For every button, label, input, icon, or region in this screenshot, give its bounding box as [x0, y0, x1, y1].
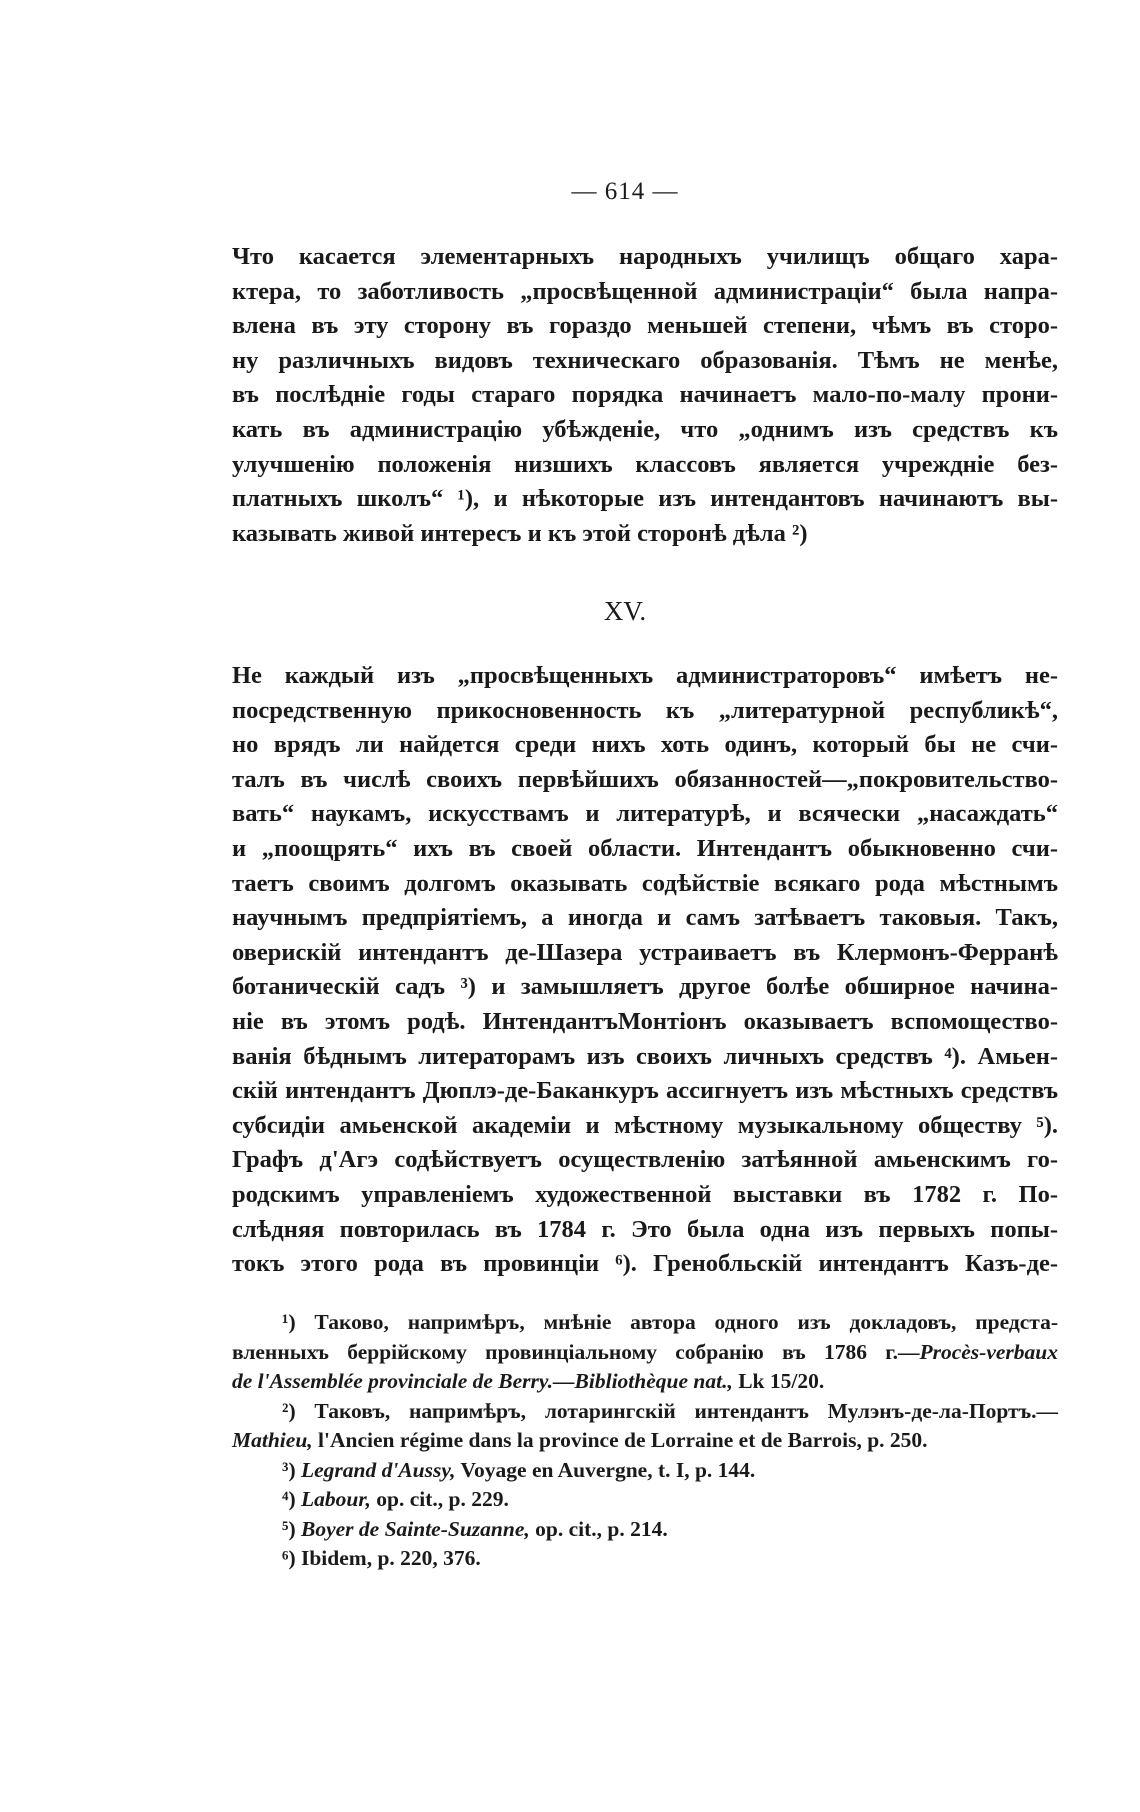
paragraph-1 — [232, 240, 1058, 551]
paragraph-line: но врядъ ли найдется среди нихъ хоть одинъ, который бы не счи- — [232, 731, 1058, 759]
footnote-number: ³) — [282, 1457, 301, 1482]
footnote-text: Lk 15/20. — [732, 1369, 825, 1393]
footnote-text: вленныхъ беррійскому провинціальному собранію въ 1786 г.— — [232, 1339, 920, 1364]
footnote-5 — [232, 1515, 1058, 1545]
footnote-citation: Labour, — [300, 1487, 371, 1511]
paragraph-line: Не каждый изъ „просвѣщенныхъ администраторовъ“ имѣетъ не- — [232, 662, 1058, 689]
paragraph-line: улучшенію положенія низшихъ классовъ является учреждніе без- — [232, 450, 1058, 478]
paragraph-line: таетъ своимъ долгомъ оказывать содѣйствіе всякаго рода мѣстнымъ — [232, 869, 1058, 897]
footnote-text: l'Ancien régime dans la province de Lorraine et de Barrois, p. 250. — [312, 1428, 928, 1452]
page-number: — 614 — — [571, 178, 679, 205]
footnote-1-line — [232, 1367, 1058, 1397]
footnote-text: Voyage en Auvergne, t. I, p. 144. — [455, 1457, 756, 1482]
paragraph-line: Графъ д'Агэ содѣйствуетъ осуществленію затѣянной амьенскимъ го- — [232, 1146, 1058, 1174]
section-title: XV. — [603, 596, 647, 626]
footnote-2-line — [232, 1426, 1058, 1456]
paragraph-line: токъ этого рода въ провинціи ⁶). Гренобльскій интендантъ Казъ-де- — [232, 1250, 1058, 1278]
paragraph-line: скій интендантъ Дюплэ-де-Баканкуръ ассигнуетъ изъ мѣстныхъ средствъ — [232, 1077, 1058, 1105]
paragraph-line: родскимъ управленіемъ художественной выставки въ 1782 г. По- — [232, 1180, 1058, 1208]
footnote-number: ⁴) — [282, 1487, 301, 1511]
footnote-citation: de l'Assemblée provinciale de Berry.—Bibliothèque nat., — [232, 1369, 733, 1393]
footnote-1-line — [232, 1338, 1058, 1368]
paragraph-line: оверискій интендантъ де-Шазера устраиваетъ въ Клермонъ-Ферранѣ — [232, 938, 1058, 966]
paragraph-line: и „поощрять“ ихъ въ своей области. Интендантъ обыкновенно счи- — [232, 834, 1058, 862]
footnote-text: op. cit., p. 229. — [370, 1487, 509, 1511]
paragraph-line: казывать живой интересъ и къ этой сторонѣ дѣла ²) — [232, 519, 808, 547]
paragraph-2 — [232, 659, 1058, 1282]
paragraph-line: влена въ эту сторону въ гораздо меньшей степени, чѣмъ въ сторо- — [232, 312, 1058, 340]
paragraph-line: посредственную прикосновенность къ „литературной республикѣ“, — [232, 696, 1058, 724]
footnote-text: op. cit., p. 214. — [529, 1516, 668, 1541]
footnote-citation: Legrand d'Aussy, — [300, 1457, 456, 1482]
footnote-citation: Procès-verbaux — [919, 1339, 1058, 1364]
paragraph-line: Что касается элементарныхъ народныхъ училищъ общаго хара- — [232, 243, 1058, 270]
paragraph-line: ванія бѣднымъ литераторамъ изъ своихъ личныхъ средствъ ⁴). Амьен- — [232, 1042, 1058, 1070]
footnote-6: ⁶) Ibidem, p. 220, 376. — [282, 1546, 481, 1570]
paragraph-line: въ послѣдніе годы стараго порядка начинаетъ мало-по-малу прони- — [232, 381, 1058, 409]
paragraph-line: ботаническій садъ ³) и замышляетъ другое болѣе обширное начина- — [232, 973, 1058, 1001]
footnote-4 — [232, 1485, 1058, 1515]
footnote-3 — [232, 1456, 1058, 1486]
paragraph-line: вать“ наукамъ, искусствамъ и литературѣ, и всячески „насаждать“ — [232, 800, 1058, 828]
footnote-2-line: ²) Таковъ, напримѣръ, лотарингскій интендантъ Мулэнъ-де-ла-Портъ.— — [282, 1398, 1058, 1423]
footnote-1-line: ¹) Таково, напримѣръ, мнѣніе автора одного изъ докладовъ, предста- — [282, 1310, 1058, 1334]
paragraph-line: научнымъ предпріятіемъ, а иногда и самъ затѣваетъ таковыя. Такъ, — [232, 904, 1058, 932]
paragraph-line: ніе въ этомъ родѣ. ИнтендантъМонтіонъ оказываетъ вспомоществo- — [232, 1007, 1058, 1035]
footnote-citation: Mathieu, — [232, 1428, 313, 1452]
footnote-number: ⁵) — [282, 1516, 301, 1541]
paragraph-line: ну различныхъ видовъ техническаго образованія. Тѣмъ не менѣе, — [232, 346, 1058, 374]
paragraph-line: талъ въ числѣ своихъ первѣйшихъ обязанностей—„покровительство- — [232, 765, 1058, 793]
paragraph-line: кать въ администрацію убѣжденіе, что „однимъ изъ средствъ къ — [232, 415, 1058, 443]
paragraph-line: платныхъ школъ“ ¹), и нѣкоторые изъ интендантовъ начинаютъ вы- — [232, 485, 1058, 513]
paragraph-line: субсидіи амьенской академіи и мѣстному музыкальному обществу ⁵). — [232, 1111, 1058, 1139]
paragraph-line: ктера, то заботливость „просвѣщенной администраціи“ была напра- — [232, 277, 1058, 305]
footnote-citation: Boyer de Sainte-Suzanne, — [300, 1516, 530, 1541]
paragraph-line: слѣдняя повторилась въ 1784 г. Это была одна изъ первыхъ попы- — [232, 1215, 1058, 1243]
footnotes — [232, 1308, 1058, 1574]
